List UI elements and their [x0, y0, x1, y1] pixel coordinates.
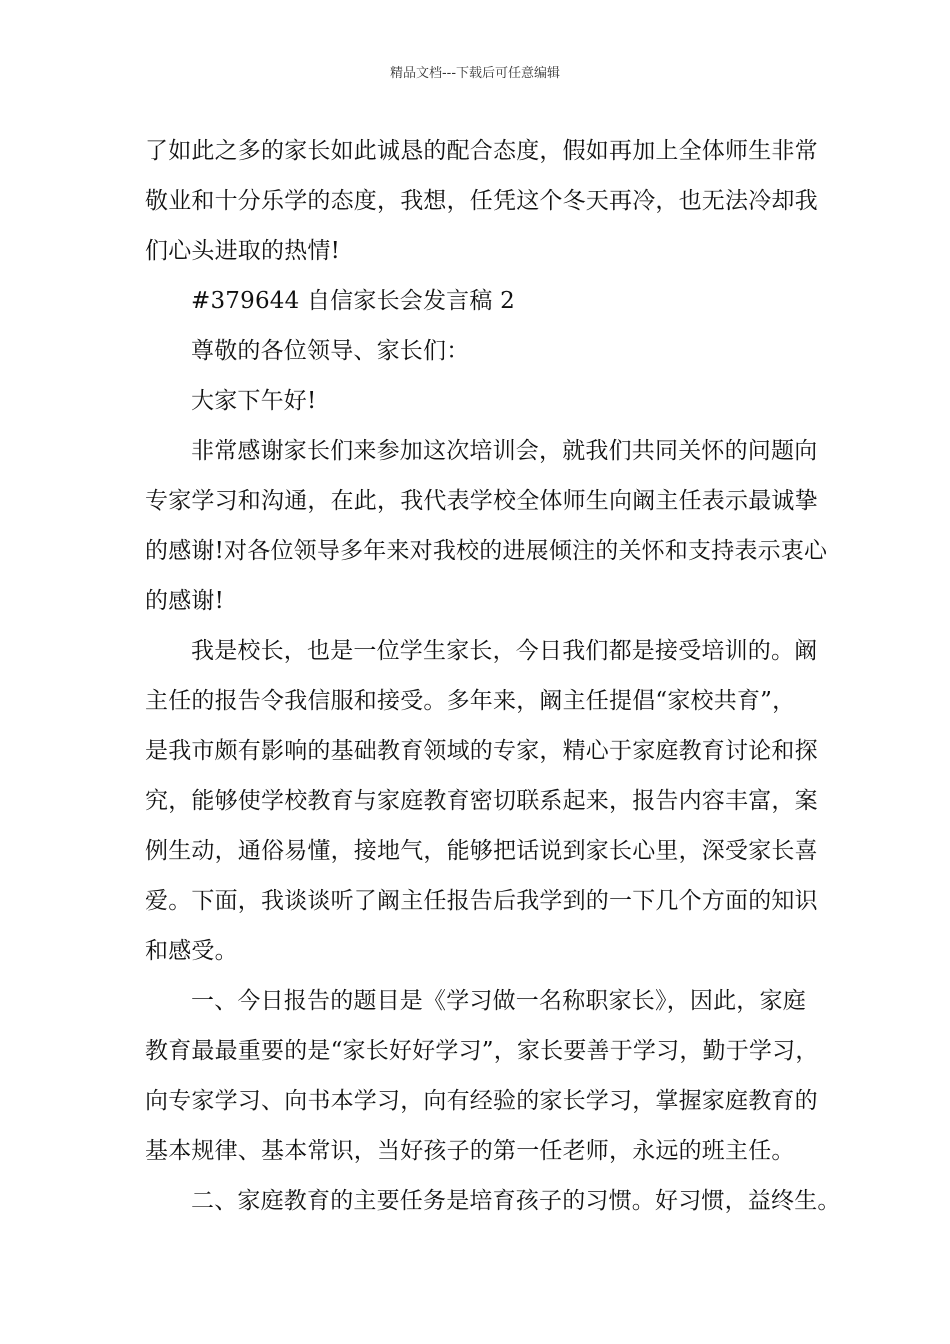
section-title: #379644 自信家长会发言稿 2 [191, 288, 515, 314]
document-body [145, 128, 841, 1228]
paragraph-line: 专家学习和沟通，在此，我代表学校全体师生向阚主任表示最诚挚 [145, 488, 818, 514]
salutation: 尊敬的各位领导、家长们： [191, 338, 470, 364]
paragraph-line: 了如此之多的家长如此诚恳的配合态度，假如再加上全体师生非常 [145, 138, 818, 164]
paragraph-line: 敬业和十分乐学的态度，我想，任凭这个冬天再冷，也无法冷却我 [145, 188, 818, 214]
paragraph-line: 教育最最重要的是“家长好好学习”，家长要善于学习，勤于学习， [145, 1038, 819, 1064]
paragraph-line: 二、家庭教育的主要任务是培育孩子的习惯。好习惯，益终生。 [191, 1188, 841, 1214]
paragraph-line: 爱。下面，我谈谈听了阚主任报告后我学到的一下几个方面的知识 [145, 888, 818, 914]
paragraph-line: 非常感谢家长们来参加这次培训会，就我们共同关怀的问题向 [191, 438, 818, 464]
paragraph-line: 和感受。 [145, 938, 238, 964]
paragraph-line: 们心头进取的热情! [145, 238, 341, 264]
paragraph-line: 是我市颇有影响的基础教育领域的专家，精心于家庭教育讨论和探 [145, 738, 818, 764]
paragraph-line: 一、今日报告的题目是《学习做一名称职家长》，因此，家庭 [191, 988, 806, 1014]
page-header: 精品文档---下载后可任意编辑 [389, 66, 561, 81]
greeting: 大家下午好! [191, 388, 317, 414]
paragraph-line: 我是校长，也是一位学生家长，今日我们都是接受培训的。阚 [191, 638, 818, 664]
paragraph-line: 例生动，通俗易懂，接地气，能够把话说到家长心里，深受家长喜 [145, 838, 818, 864]
paragraph-line: 究，能够使学校教育与家庭教育密切联系起来，报告内容丰富，案 [145, 788, 818, 814]
paragraph-line: 的感谢!对各位领导多年来对我校的进展倾注的关怀和支持表示衷心 [145, 538, 828, 564]
paragraph-line: 基本规律、基本常识，当好孩子的第一任老师，永远的班主任。 [145, 1138, 795, 1164]
paragraph-line: 的感谢! [145, 588, 225, 614]
paragraph-line: 主任的报告令我信服和接受。多年来，阚主任提倡“家校共育”， [145, 688, 796, 714]
paragraph-line: 向专家学习、向书本学习，向有经验的家长学习，掌握家庭教育的 [145, 1088, 818, 1114]
